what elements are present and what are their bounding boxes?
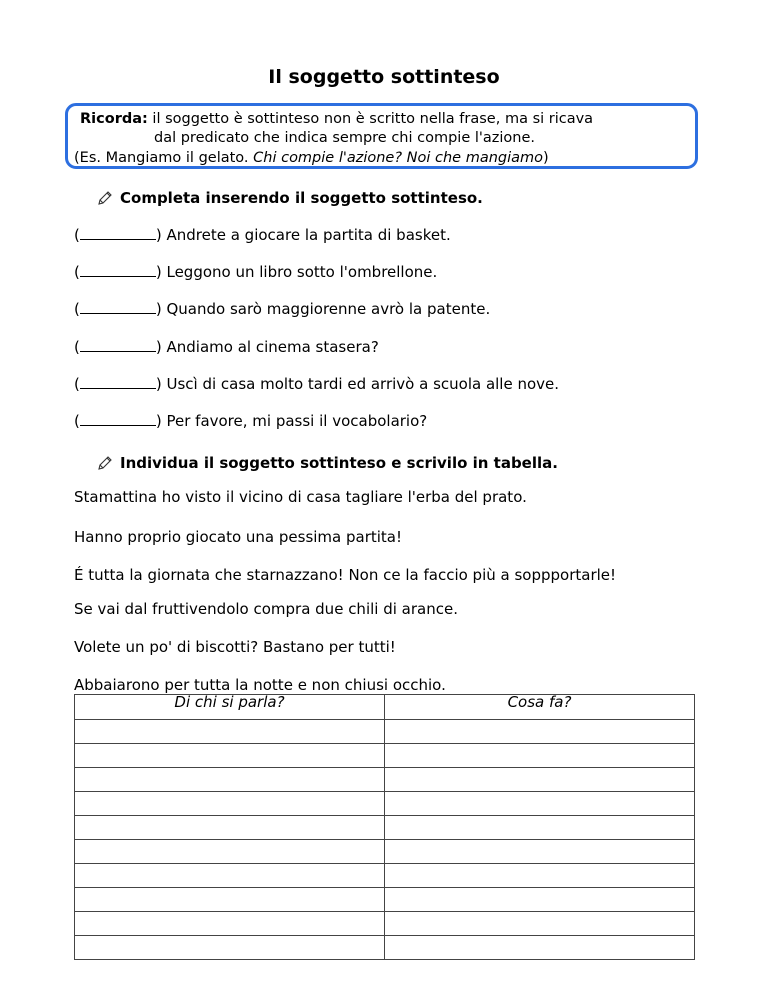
- cell-who[interactable]: [75, 888, 385, 912]
- cell-what[interactable]: [385, 840, 695, 864]
- cell-what[interactable]: [385, 816, 695, 840]
- exercise-item-text: Andrete a giocare la partita di basket.: [166, 226, 451, 244]
- reminder-box: [65, 103, 698, 169]
- exercise-item: ( ) Quando sarò maggiorenne avrò la patente.: [74, 300, 491, 318]
- reminder-line-1: [80, 109, 593, 129]
- answer-blank[interactable]: [80, 374, 156, 389]
- exercise-item-text: Quando sarò maggiorenne avrò la patente.: [166, 300, 491, 318]
- exercise-item: ( ) Per favore, mi passi il vocabolario?: [74, 412, 428, 430]
- table-row: [75, 888, 695, 912]
- instruction-2: [97, 454, 558, 472]
- cell-who[interactable]: [75, 792, 385, 816]
- column-header-who: Di chi si parla?: [75, 695, 385, 720]
- cell-who[interactable]: [75, 720, 385, 744]
- reminder-example-italic: Chi compie l'azione? Noi che mangiamo: [253, 150, 544, 166]
- sentence: Se vai dal fruttivendolo compra due chili di arance.: [74, 600, 458, 618]
- pencil-icon: [97, 190, 113, 206]
- answer-table: [74, 694, 695, 960]
- exercise-item-text: Leggono un libro sotto l'ombrellone.: [166, 263, 438, 281]
- answer-blank[interactable]: [80, 262, 156, 277]
- exercise-item: ( ) Uscì di casa molto tardi ed arrivò a scuola alle nove.: [74, 375, 560, 393]
- sentence: É tutta la giornata che starnazzano! Non ce la faccio più a soppportarle!: [74, 566, 617, 584]
- cell-what[interactable]: [385, 768, 695, 792]
- exercise-item-text: Uscì di casa molto tardi ed arrivò a scuola alle nove.: [166, 375, 560, 393]
- table-row: [75, 936, 695, 960]
- answer-blank[interactable]: [80, 225, 156, 240]
- exercise-item: ( ) Andiamo al cinema stasera?: [74, 338, 379, 356]
- sentence: Abbaiarono per tutta la notte e non chiusi occhio.: [74, 676, 446, 694]
- instruction-1-text: Completa inserendo il soggetto sottinteso.: [120, 189, 483, 207]
- answer-blank[interactable]: [80, 411, 156, 426]
- reminder-label: Ricorda:: [80, 111, 148, 127]
- table-row: [75, 744, 695, 768]
- table-row: [75, 912, 695, 936]
- reminder-line-2: dal predicato che indica sempre chi compie l'azione.: [154, 130, 536, 146]
- cell-who[interactable]: [75, 912, 385, 936]
- pencil-icon: [97, 455, 113, 471]
- exercise-item-text: Per favore, mi passi il vocabolario?: [166, 412, 428, 430]
- reminder-line-3: [74, 148, 549, 168]
- cell-who[interactable]: [75, 936, 385, 960]
- instruction-1: [97, 189, 483, 207]
- table-row: [75, 816, 695, 840]
- cell-who[interactable]: [75, 864, 385, 888]
- cell-what[interactable]: [385, 936, 695, 960]
- cell-who[interactable]: [75, 744, 385, 768]
- table-row: [75, 792, 695, 816]
- sentence: Hanno proprio giocato una pessima partita!: [74, 528, 403, 546]
- cell-what[interactable]: [385, 720, 695, 744]
- cell-who[interactable]: [75, 816, 385, 840]
- reminder-text-1: il soggetto è sottinteso non è scritto nella frase, ma si ricava: [152, 111, 594, 127]
- table-row: [75, 840, 695, 864]
- cell-what[interactable]: [385, 912, 695, 936]
- exercise-item-text: Andiamo al cinema stasera?: [166, 338, 379, 356]
- instruction-2-text: Individua il soggetto sottinteso e scrivilo in tabella.: [120, 454, 558, 472]
- cell-what[interactable]: [385, 792, 695, 816]
- answer-blank[interactable]: [80, 337, 156, 352]
- sentence: Stamattina ho visto il vicino di casa tagliare l'erba del prato.: [74, 488, 527, 506]
- reminder-example-end: ): [543, 150, 549, 166]
- table-row: [75, 720, 695, 744]
- sentence: Volete un po' di biscotti? Bastano per tutti!: [74, 638, 396, 656]
- column-header-what: Cosa fa?: [385, 695, 695, 720]
- cell-what[interactable]: [385, 744, 695, 768]
- reminder-example-start: (Es. Mangiamo il gelato.: [74, 150, 254, 166]
- table-row: [75, 768, 695, 792]
- cell-what[interactable]: [385, 864, 695, 888]
- cell-who[interactable]: [75, 768, 385, 792]
- table-row: [75, 864, 695, 888]
- exercise-item: ( ) Andrete a giocare la partita di basket.: [74, 226, 451, 244]
- cell-who[interactable]: [75, 840, 385, 864]
- cell-what[interactable]: [385, 888, 695, 912]
- page-title: Il soggetto sottinteso: [268, 66, 500, 88]
- answer-blank[interactable]: [80, 299, 156, 314]
- exercise-item: ( ) Leggono un libro sotto l'ombrellone.: [74, 263, 438, 281]
